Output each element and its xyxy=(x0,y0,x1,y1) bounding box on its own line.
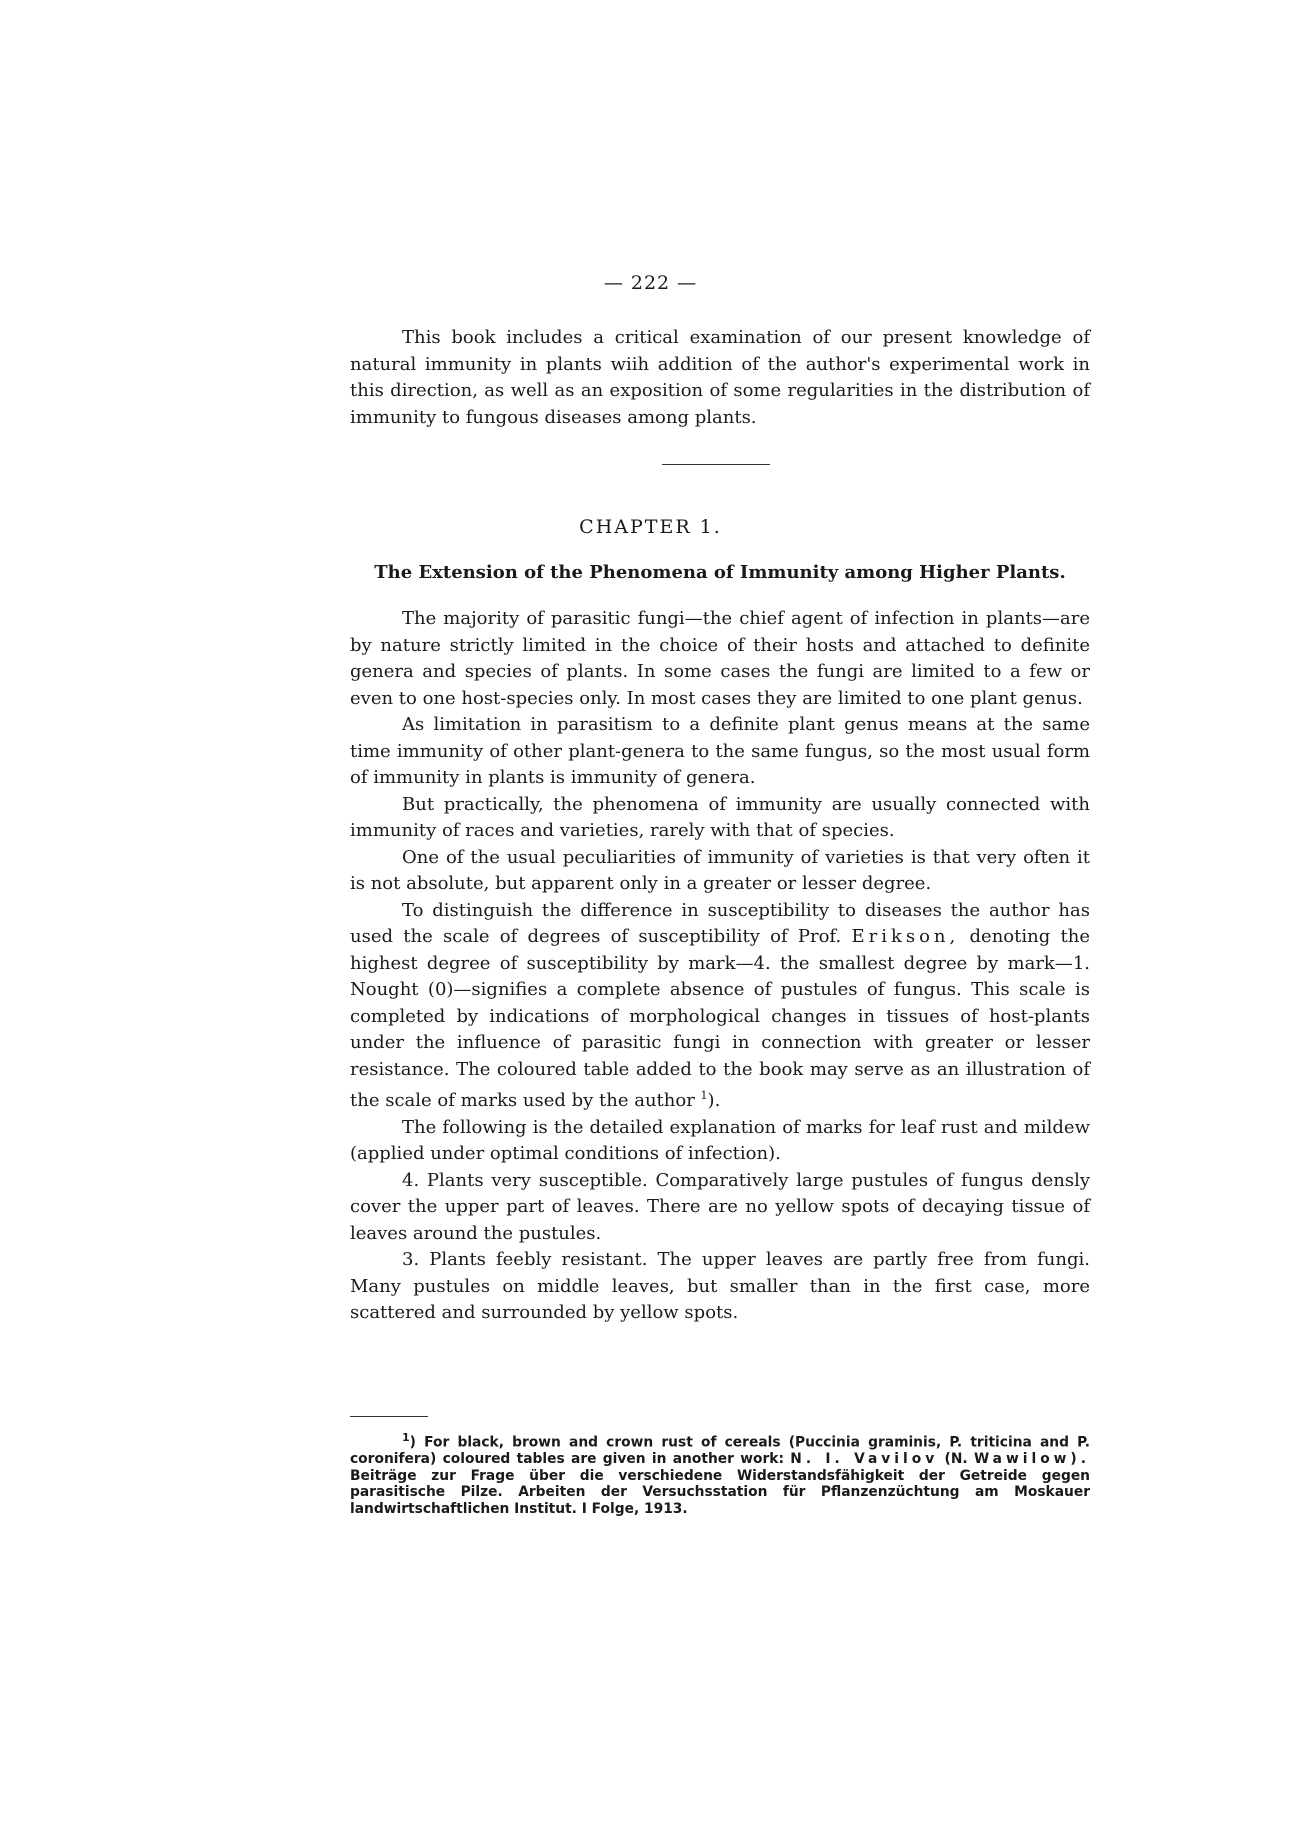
footnote-mid: (N. xyxy=(944,1451,968,1468)
paragraph-5-text-b: denoting the highest degree of susceptibility by mark—4. the smallest degree by mark—1. Nought (0)—signifies a complete absence of pustules of fungus. This scale is completed by indications of morphological changes in tissues of host-plants under the influence of parasitic fungi in connection with greater or lesser resistance. The coloured table added to the book may serve as an illustration of the scale of marks used by the author xyxy=(350,926,1090,1111)
paragraph-7: 4. Plants very susceptible. Comparatively large pustules of fungus densly cover the upper part of leaves. There are no yellow spots of decaying tissue of leaves around the pustules. xyxy=(350,1169,1090,1244)
paragraph-5 xyxy=(350,898,1090,1115)
abstract-block xyxy=(350,325,1090,431)
page-number: — 222 — xyxy=(603,272,698,294)
footnote-reference: 1 xyxy=(700,1089,708,1102)
paragraph-2: As limitation in parasitism to a definite plant genus means at the same time immunity of other plant-genera to the same fungus, so the most usual form of immunity in plants is immunity of genera. xyxy=(350,714,1090,788)
footnote-text-b: Beiträge zur Frage über die verschiedene Widerstandsfähigkeit der Getreide gegen parasitische Pilze. Arbeiten der Versuchsstation für Pflanzenzüchtung am Moskauer landwirtschaftlichen Institut. I Folge, 1913. xyxy=(350,1467,1090,1517)
paragraph-8: 3. Plants feebly resistant. The upper leaves are partly free from fungi. Many pustules on middle leaves, but smaller than in the first case, more scattered and surrounded by yellow spots. xyxy=(350,1249,1090,1323)
chapter-body xyxy=(350,606,1090,1327)
author-name-erikson: Erikson, xyxy=(851,926,960,947)
footnote-author-vavilov: N. I. Vavilov xyxy=(790,1451,939,1468)
footnote-text-a: ) For black, brown and crown rust of cereals (Puccinia graminis, P. triticina and P. coronifera) coloured tables are given in another work: xyxy=(350,1434,1090,1468)
footnote xyxy=(350,1430,1090,1517)
paragraph-5-text-a: To distinguish the difference in susceptibility to diseases the author has used the scale of degrees of susceptibility of Prof. xyxy=(350,899,1090,947)
footnote-marker: 1 xyxy=(402,1431,410,1444)
abstract-paragraph: This book includes a critical examination of our present knowledge of natural immunity in plants wiih addition of the author's experimental work in this direction, as well as an exposition of some regularities in the distribution of immunity to fungous diseases among plants. xyxy=(350,327,1090,428)
paragraph-3: But practically, the phenomena of immunity are usually connected with immunity of races and varieties, rarely with that of species. xyxy=(350,793,1090,841)
chapter-title: The Extension of the Phenomena of Immunity among Higher Plants. xyxy=(374,562,1066,583)
footnote-author-wawilow: Wawilow). xyxy=(973,1451,1090,1468)
paragraph-4: One of the usual peculiarities of immunity of varieties is that very often it is not absolute, but apparent only in a greater or lesser degree. xyxy=(350,846,1090,894)
paragraph-6: The following is the detailed explanation of marks for leaf rust and mildew (applied under optimal conditions of infection). xyxy=(350,1116,1090,1164)
paragraph-1: The majority of parasitic fungi—the chief agent of infection in plants—are by nature strictly limited in the choice of their hosts and attached to definite genera and species of plants. In some cases the fungi are limited to a few or even to one host-species only. In most cases they are limited to one plant genus. xyxy=(350,608,1090,709)
section-divider xyxy=(662,464,770,465)
paragraph-5-end: ). xyxy=(707,1090,721,1111)
footnote-divider xyxy=(350,1416,428,1417)
chapter-heading: CHAPTER 1. xyxy=(579,516,722,538)
